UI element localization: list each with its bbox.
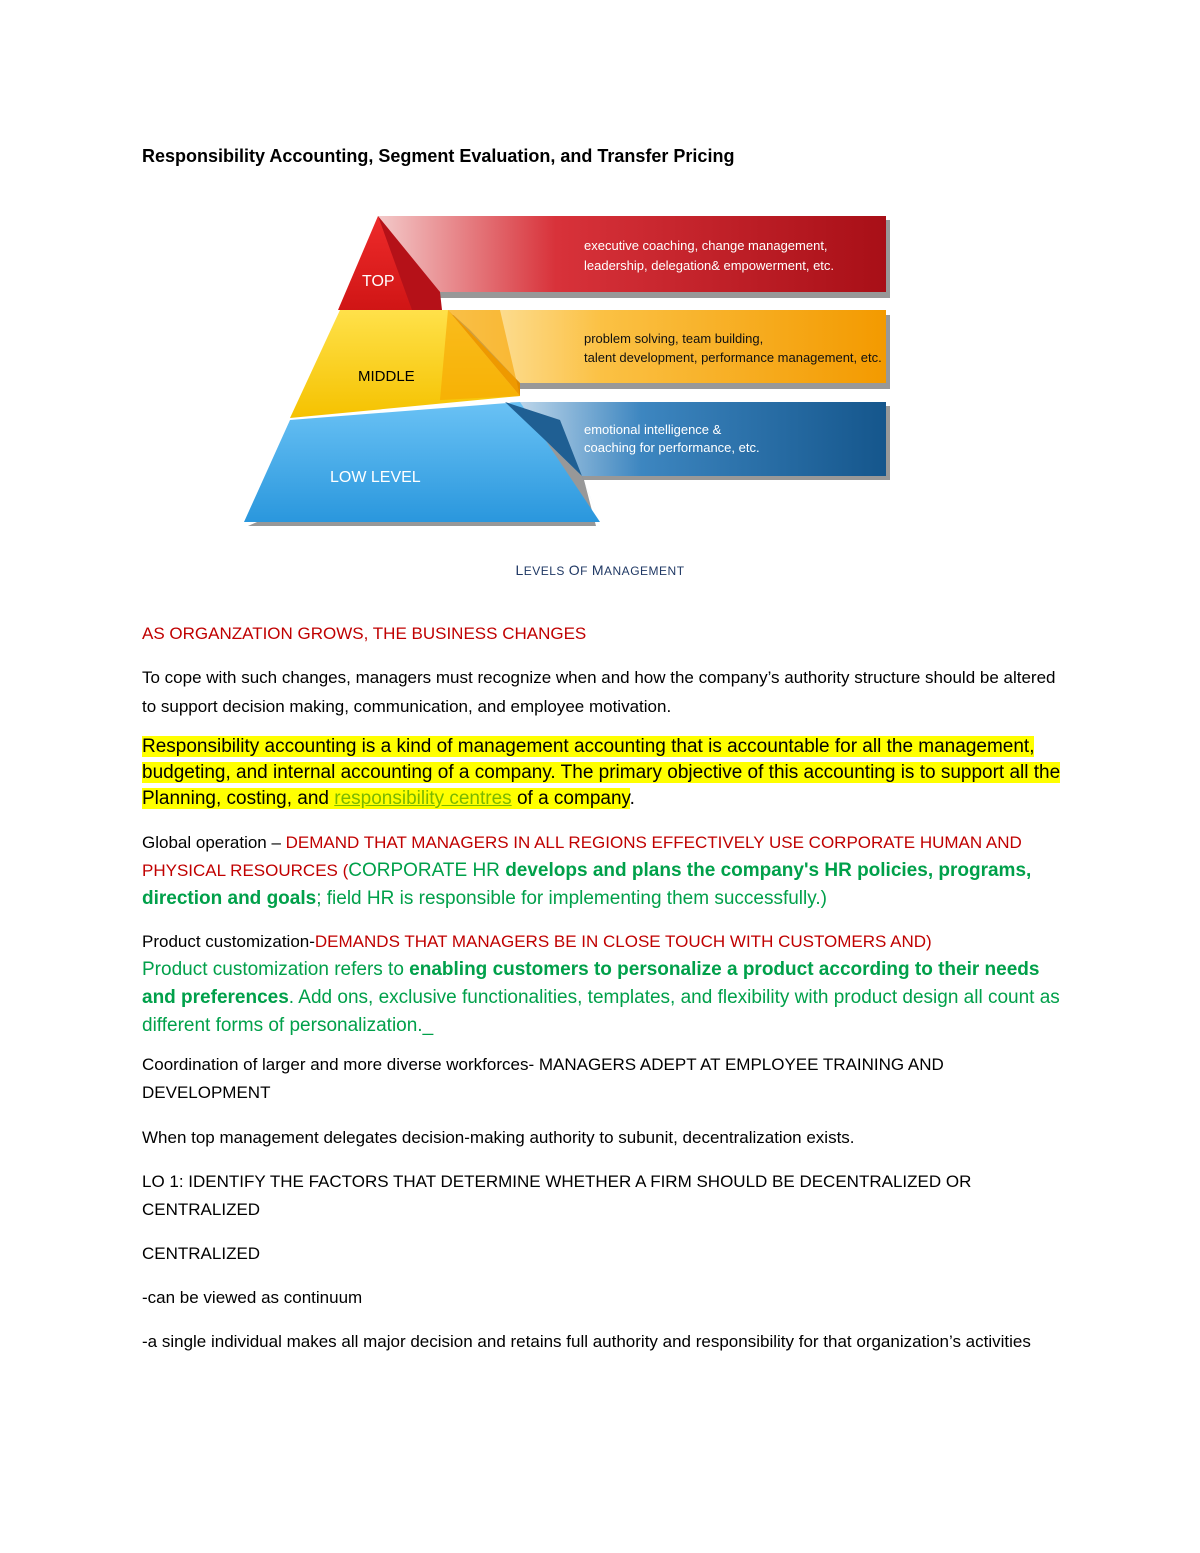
figure-caption: LEVELS OF MANAGEMENT xyxy=(515,562,685,578)
paragraph-highlighted xyxy=(142,734,1062,812)
section-heading-red: AS ORGANZATION GROWS, THE BUSINESS CHANGES xyxy=(142,624,587,643)
top-description-line-1: executive coaching, change management, xyxy=(584,238,828,253)
low-description-line-2: coaching for performance, etc. xyxy=(584,440,760,455)
middle-description-line-1: problem solving, team building, xyxy=(584,331,764,346)
highlight-end: . xyxy=(629,788,635,809)
middle-description-line-2: talent development, performance management, etc. xyxy=(584,350,882,365)
paragraph-product-customization xyxy=(142,928,1062,1040)
highlight-text-before: Responsibility accounting is a kind of management accounting that is accountable for all the management, budgeting, and internal accounting of a company. The primary objective of this accounting is to support all the Planning, costing, and xyxy=(142,736,1061,809)
responsibility-centres-link[interactable]: responsibility centres xyxy=(334,788,512,809)
paragraph-continuum: -can be viewed as continuum xyxy=(142,1288,363,1307)
product-red-text: DEMANDS THAT MANAGERS BE IN CLOSE TOUCH WITH CUSTOMERS AND) xyxy=(314,932,932,951)
top-description-line-2: leadership, delegation& empowerment, etc. xyxy=(584,258,835,273)
top-label: TOP xyxy=(362,273,395,290)
global-red-text: DEMAND THAT MANAGERS IN ALL REGIONS EFFECTIVELY USE CORPORATE HUMAN AND PHYSICAL RESOURCES ( xyxy=(142,833,1022,880)
paragraph-delegates: When top management delegates decision-making authority to subunit, decentralization exists. xyxy=(142,1128,855,1147)
paragraph-cope: To cope with such changes, managers must recognize when and how the company’s authority structure should be altered to support decision making, communication, and employee motivation. xyxy=(142,668,1056,716)
low-level-label: LOW LEVEL xyxy=(330,469,421,486)
document-title: Responsibility Accounting, Segment Evaluation, and Transfer Pricing xyxy=(142,146,735,166)
global-green-text: CORPORATE HR develops and plans the company's HR policies, programs, direction and goals; field HR is responsible for implementing them successfully.) xyxy=(142,860,1032,909)
middle-label: MIDDLE xyxy=(358,368,415,385)
paragraph-lo1: LO 1: IDENTIFY THE FACTORS THAT DETERMINE WHETHER A FIRM SHOULD BE DECENTRALIZED OR CENTRALIZED xyxy=(142,1172,972,1219)
paragraph-single-individual: -a single individual makes all major decision and retains full authority and responsibility for that organization’s activities xyxy=(142,1332,1031,1351)
paragraph-centralized: CENTRALIZED xyxy=(142,1244,261,1263)
product-green-text: Product customization refers to enabling customers to personalize a product according to their needs and preferences. Add ons, exclusive functionalities, templates, and flexibility with product design all count as different forms of personalization._ xyxy=(142,959,1060,1036)
low-description-line-1: emotional intelligence & xyxy=(584,422,722,437)
global-lead: Global operation – xyxy=(142,833,286,852)
product-lead: Product customization- xyxy=(142,932,315,951)
paragraph-coordination: Coordination of larger and more diverse workforces- MANAGERS ADEPT AT EMPLOYEE TRAINING AND DEVELOPMENT xyxy=(142,1055,944,1102)
highlight-text-after: of a company xyxy=(511,788,630,809)
paragraph-global-operation xyxy=(142,829,1062,913)
levels-of-management-figure xyxy=(0,0,1200,560)
